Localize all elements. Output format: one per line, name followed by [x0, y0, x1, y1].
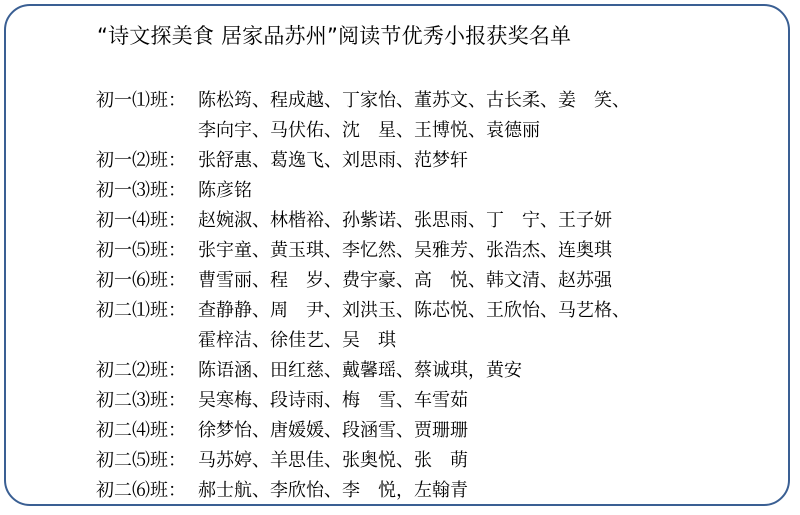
class-row [96, 296, 630, 356]
class-row [96, 206, 630, 236]
class-row [96, 476, 630, 506]
award-list [96, 86, 630, 506]
student-names [198, 176, 252, 206]
names-line: 李向宇、马伏佑、沈 星、王博悦、袁德丽 [198, 120, 540, 141]
class-row [96, 266, 630, 296]
class-label: 初二⑹班： [96, 480, 186, 501]
class-label: 初一⑶班： [96, 180, 186, 201]
student-names [198, 146, 468, 176]
class-row [96, 176, 630, 206]
student-names [198, 86, 630, 146]
names-line: 赵婉淑、林楷裕、孙紫诺、张思雨、丁 宁、王子妍 [198, 210, 612, 231]
student-names [198, 356, 522, 386]
class-label: 初一⑹班： [96, 270, 186, 291]
student-names [198, 416, 468, 446]
page-title: “诗文探美食 居家品苏州”阅读节优秀小报获奖名单 [97, 24, 572, 48]
class-row [96, 446, 630, 476]
names-line: 吴寒梅、段诗雨、梅 雪、车雪茹 [198, 390, 468, 411]
class-label: 初二⑶班： [96, 390, 186, 411]
class-label: 初一⑸班： [96, 240, 186, 261]
names-line: 陈彦铭 [198, 180, 252, 201]
names-line: 查静静、周 尹、刘洪玉、陈芯悦、王欣怡、马艺格、 [198, 300, 630, 321]
class-row [96, 146, 630, 176]
class-row [96, 86, 630, 146]
names-line: 陈松筠、程成越、丁家怡、董苏文、古长柔、姜 笑、 [198, 90, 630, 111]
student-names [198, 446, 468, 476]
class-label: 初二⑵班： [96, 360, 186, 381]
student-names [198, 266, 612, 296]
names-line: 马苏婷、羊思佳、张奥悦、张 萌 [198, 450, 468, 471]
class-row [96, 416, 630, 446]
names-line: 张舒惠、葛逸飞、刘思雨、范梦轩 [198, 150, 468, 171]
student-names [198, 476, 468, 506]
student-names [198, 236, 612, 266]
class-label: 初二⑸班： [96, 450, 186, 471]
names-line: 徐梦怡、唐媛媛、段涵雪、贾珊珊 [198, 420, 468, 441]
names-line: 郝士航、李欣怡、李 悦，左翰青 [198, 480, 468, 501]
class-label: 初一⑵班： [96, 150, 186, 171]
class-row [96, 386, 630, 416]
class-row [96, 236, 630, 266]
student-names [198, 386, 468, 416]
class-label: 初一⑴班： [96, 90, 186, 111]
student-names [198, 296, 630, 356]
student-names [198, 206, 612, 236]
names-line: 陈语涵、田红慈、戴馨瑶、蔡诚琪，黄安 [198, 360, 522, 381]
names-line: 张宇童、黄玉琪、李忆然、吴雅芳、张浩杰、连奥琪 [198, 240, 612, 261]
names-line: 曹雪丽、程 岁、费宇豪、高 悦、韩文清、赵苏强 [198, 270, 612, 291]
names-line: 霍梓洁、徐佳艺、吴 琪 [198, 330, 396, 351]
class-row [96, 356, 630, 386]
class-label: 初一⑷班： [96, 210, 186, 231]
class-label: 初二⑷班： [96, 420, 186, 441]
class-label: 初二⑴班： [96, 300, 186, 321]
